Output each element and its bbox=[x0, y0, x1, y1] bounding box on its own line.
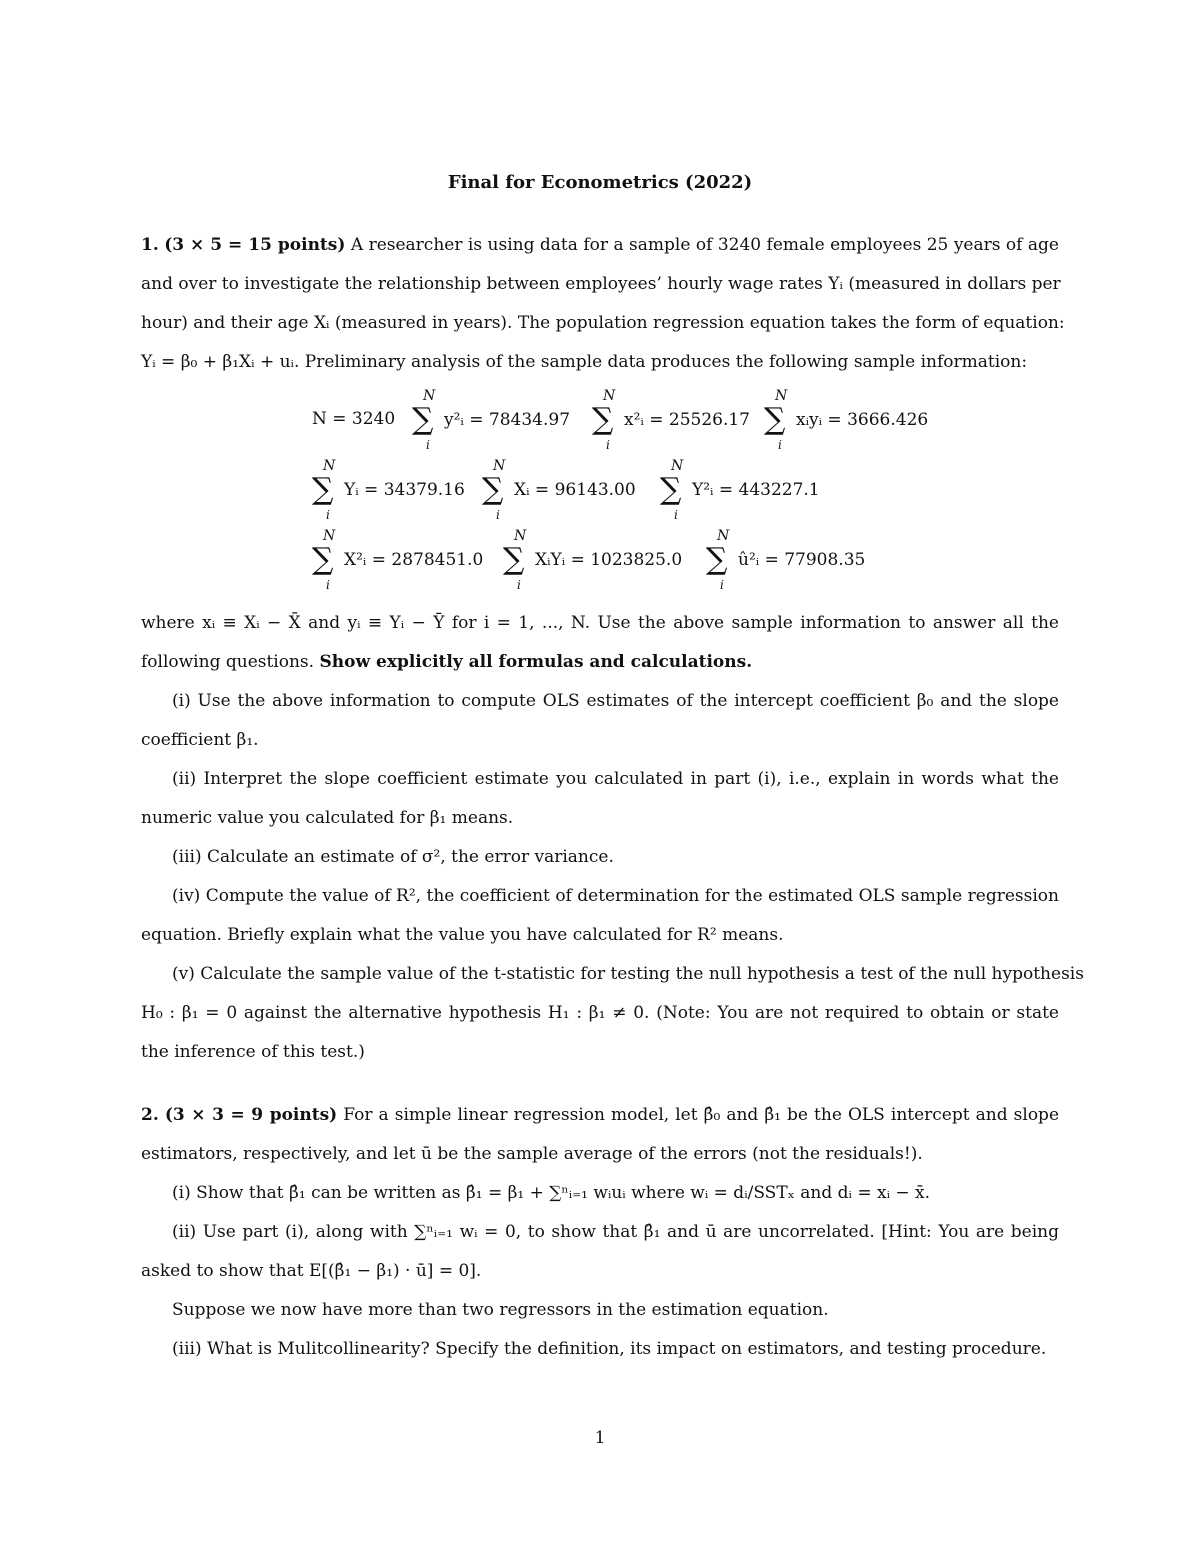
q1-where-line: where xᵢ ≡ Xᵢ − X̄ and yᵢ ≡ Yᵢ − Ȳ for i = 1, ..., N. Use the above sample information to answer all the bbox=[141, 613, 1059, 633]
sigma-icon: ∑ bbox=[592, 402, 614, 437]
sum-lower-index: i bbox=[326, 508, 330, 522]
sum-upper-limit: N bbox=[423, 388, 436, 404]
q1-part-ii-cont: numeric value you calculated for β₁ means. bbox=[141, 808, 514, 828]
q1-part-iv-cont: equation. Briefly explain what the value you have calculated for R² means. bbox=[141, 925, 784, 945]
q2-text-1: For a simple linear regression model, let β̂₀ and β̂₁ be the OLS intercept and slope bbox=[343, 1105, 1059, 1125]
q1-part-iv: (iv) Compute the value of R², the coefficient of determination for the estimated OLS sample regression bbox=[172, 886, 1059, 906]
sum-upper-limit: N bbox=[603, 388, 616, 404]
q1-part-v-cont: H₀ : β₁ = 0 against the alternative hypothesis H₁ : β₁ ≠ 0. (Note: You are not required to obtain or state bbox=[141, 1003, 1059, 1023]
stat-value: û²ᵢ = 77908.35 bbox=[738, 550, 866, 570]
q1-part-iii: (iii) Calculate an estimate of σ², the error variance. bbox=[172, 847, 614, 867]
sigma-icon: ∑ bbox=[312, 472, 334, 507]
sum-lower-index: i bbox=[517, 578, 521, 592]
sigma-icon: ∑ bbox=[764, 402, 786, 437]
sum-lower-index: i bbox=[326, 578, 330, 592]
sigma-icon: ∑ bbox=[312, 542, 334, 577]
q1-text-1: A researcher is using data for a sample of 3240 female employees 25 years of age bbox=[350, 235, 1059, 255]
sigma-icon: ∑ bbox=[706, 542, 728, 577]
stat-value: Yᵢ = 34379.16 bbox=[344, 480, 465, 500]
sum-lower-index: i bbox=[720, 578, 724, 592]
q1-part-i-cont: coefficient β₁. bbox=[141, 730, 259, 750]
sum-lower-index: i bbox=[674, 508, 678, 522]
stat-value: y²ᵢ = 78434.97 bbox=[444, 410, 571, 430]
sum-upper-limit: N bbox=[671, 458, 684, 474]
q2-part-ii-cont: asked to show that E[(β̂₁ − β₁) · ū] = 0]. bbox=[141, 1261, 482, 1281]
sum-lower-index: i bbox=[778, 438, 782, 452]
stat-value: x²ᵢ = 25526.17 bbox=[624, 410, 750, 430]
sigma-icon: ∑ bbox=[503, 542, 525, 577]
q2-part-iii: (iii) What is Mulitcollinearity? Specify the definition, its impact on estimators, and testing procedure. bbox=[172, 1339, 1047, 1359]
sum-upper-limit: N bbox=[775, 388, 788, 404]
page-number: 1 bbox=[594, 1428, 606, 1448]
q2-part-ii: (ii) Use part (i), along with ∑ⁿᵢ₌₁ wᵢ = 0, to show that β̂₁ and ū are uncorrelated. [Hint: You are being bbox=[172, 1222, 1059, 1242]
q2-line-1 bbox=[141, 1100, 1059, 1130]
sum-lower-index: i bbox=[606, 438, 610, 452]
q2-number: 2. bbox=[141, 1105, 159, 1125]
q1-number: 1. bbox=[141, 235, 159, 255]
sum-lower-index: i bbox=[496, 508, 500, 522]
sum-upper-limit: N bbox=[717, 528, 730, 544]
q1-show-instruction: Show explicitly all formulas and calculations. bbox=[319, 652, 753, 672]
stat-value: Y²ᵢ = 443227.1 bbox=[692, 480, 820, 500]
stat-value: xᵢyᵢ = 3666.426 bbox=[796, 410, 929, 430]
q1-line-1 bbox=[141, 230, 1059, 260]
sum-lower-index: i bbox=[426, 438, 430, 452]
sum-upper-limit: N bbox=[514, 528, 527, 544]
sigma-icon: ∑ bbox=[660, 472, 682, 507]
q1-part-v: (v) Calculate the sample value of the t-statistic for testing the null hypothesis a test of the null hypothesis bbox=[172, 964, 1084, 984]
q1-line-3: hour) and their age Xᵢ (measured in years). The population regression equation takes the form of equation: bbox=[141, 313, 1065, 333]
q1-line-2: and over to investigate the relationship between employees’ hourly wage rates Yᵢ (measured in dollars per bbox=[141, 274, 1061, 294]
q1-points: (3 × 5 = 15 points) bbox=[164, 235, 346, 255]
stat-value: X²ᵢ = 2878451.0 bbox=[344, 550, 484, 570]
q2-line-2: estimators, respectively, and let ū be the sample average of the errors (not the residuals!). bbox=[141, 1144, 923, 1164]
q1-part-v-end: the inference of this test.) bbox=[141, 1042, 365, 1062]
stat-n: N = 3240 bbox=[312, 409, 396, 429]
stat-value: Xᵢ = 96143.00 bbox=[514, 480, 636, 500]
stat-value: XᵢYᵢ = 1023825.0 bbox=[535, 550, 683, 570]
sum-upper-limit: N bbox=[493, 458, 506, 474]
q1-part-i: (i) Use the above information to compute OLS estimates of the intercept coefficient β₀ and the slope bbox=[172, 691, 1059, 711]
sigma-icon: ∑ bbox=[482, 472, 504, 507]
sum-upper-limit: N bbox=[323, 458, 336, 474]
q2-points: (3 × 3 = 9 points) bbox=[164, 1105, 338, 1125]
page-title: Final for Econometrics (2022) bbox=[447, 172, 753, 193]
q1-following-prefix: following questions. bbox=[141, 652, 315, 672]
sigma-icon: ∑ bbox=[412, 402, 434, 437]
q1-following-line bbox=[141, 647, 1059, 677]
q1-part-ii: (ii) Interpret the slope coefficient estimate you calculated in part (i), i.e., explain in words what the bbox=[172, 769, 1059, 789]
q1-line-4: Yᵢ = β₀ + β₁Xᵢ + uᵢ. Preliminary analysis of the sample data produces the following sample information: bbox=[141, 352, 1028, 372]
q2-suppose-line: Suppose we now have more than two regressors in the estimation equation. bbox=[172, 1300, 829, 1320]
sum-upper-limit: N bbox=[323, 528, 336, 544]
q2-part-i: (i) Show that β̂₁ can be written as β̂₁ = β₁ + ∑ⁿᵢ₌₁ wᵢuᵢ where wᵢ = dᵢ/SSTₓ and dᵢ = xᵢ − x̄. bbox=[172, 1183, 931, 1203]
